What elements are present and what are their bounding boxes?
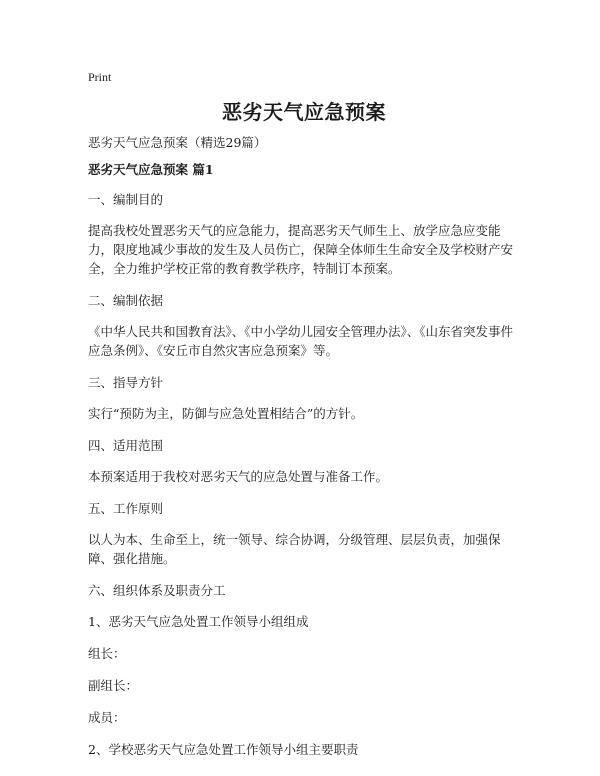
paragraph-members: 成员： bbox=[88, 710, 126, 725]
section-heading-guideline: 三、指导方针 bbox=[88, 375, 164, 390]
paragraph-purpose: 提高我校处置恶劣天气的应急能力，提高恶劣天气师生上、放学应急应变能力，限度地减少事故的发生及人员伤亡，保障全体师生生命安全及学校财产安全，全力维护学校正常的教育教学秩序，特制订本预案。 bbox=[88, 223, 514, 276]
document-content bbox=[88, 160, 520, 772]
section-heading-organization: 六、组织体系及职责分工 bbox=[88, 583, 226, 598]
paragraph-scope: 本预案适用于我校对恶劣天气的应急处置与准备工作。 bbox=[88, 469, 389, 484]
document-subtitle: 恶劣天气应急预案（精选29篇） bbox=[88, 135, 267, 150]
part-heading: 恶劣天气应急预案 篇1 bbox=[88, 162, 214, 177]
section-heading-basis: 二、编制依据 bbox=[88, 293, 164, 308]
paragraph-deputy-leader: 副组长： bbox=[88, 678, 139, 693]
section-heading-principles: 五、工作原则 bbox=[88, 501, 164, 516]
section-heading-scope: 四、适用范围 bbox=[88, 438, 164, 453]
document-title: 恶劣天气应急预案 bbox=[222, 100, 386, 124]
paragraph-leadership-group: 1、恶劣天气应急处置工作领导小组组成 bbox=[88, 614, 309, 629]
print-link[interactable]: Print bbox=[88, 70, 112, 84]
section-heading-purpose: 一、编制目的 bbox=[88, 192, 164, 207]
paragraph-guideline: 实行“预防为主，防御与应急处置相结合”的方针。 bbox=[88, 406, 364, 421]
paragraph-leader: 组长： bbox=[88, 646, 126, 661]
paragraph-basis: 《中华人民共和国教育法》、《中小学幼儿园安全管理办法》、《山东省突发事件应急条例》、《安丘市自然灾害应急预案》等。 bbox=[88, 324, 514, 358]
paragraph-group-duties: 2、学校恶劣天气应急处置工作领导小组主要职责 bbox=[88, 742, 359, 757]
paragraph-principles: 以人为本、生命至上，统一领导、综合协调，分级管理、层层负责，加强保障、强化措施。 bbox=[88, 532, 501, 566]
